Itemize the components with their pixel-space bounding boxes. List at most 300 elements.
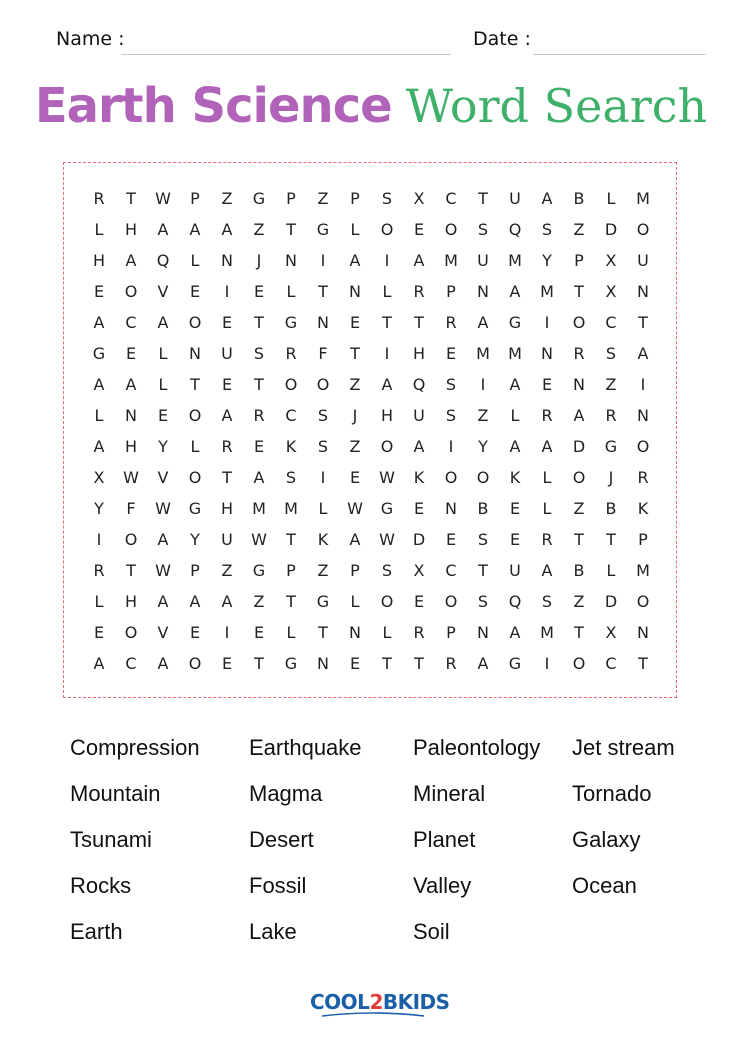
grid-letter[interactable]: E	[413, 499, 425, 518]
grid-letter[interactable]: I	[544, 313, 550, 332]
grid-letter[interactable]: E	[221, 654, 233, 673]
logo-text	[310, 990, 450, 1014]
grid-letter[interactable]: A	[541, 561, 553, 580]
grid-letter[interactable]: T	[574, 282, 584, 301]
grid-letter[interactable]: G	[604, 437, 618, 456]
grid-letter[interactable]: T	[286, 592, 296, 611]
grid-letter[interactable]: N	[477, 282, 489, 301]
grid-letter[interactable]: C	[605, 654, 617, 673]
grid-letter[interactable]: M	[444, 251, 458, 270]
grid-letter[interactable]: Y	[542, 251, 552, 270]
grid-letter[interactable]: A	[509, 282, 521, 301]
grid-letter[interactable]: C	[445, 189, 457, 208]
grid-letter[interactable]: T	[190, 375, 200, 394]
grid-letter[interactable]: G	[252, 189, 266, 208]
grid-letter[interactable]: P	[286, 561, 296, 580]
grid-letter[interactable]: R	[605, 406, 617, 425]
grid-letter[interactable]: X	[93, 468, 105, 487]
grid-letter[interactable]: E	[349, 654, 361, 673]
grid-letter[interactable]: T	[382, 654, 392, 673]
grid-letter[interactable]: E	[541, 375, 553, 394]
grid-letter[interactable]: O	[284, 375, 298, 394]
grid-letter[interactable]: I	[448, 437, 454, 456]
grid-letter[interactable]: W	[123, 468, 139, 487]
grid-letter[interactable]: X	[413, 189, 425, 208]
grid-letter[interactable]: C	[605, 313, 617, 332]
grid-letter[interactable]: W	[347, 499, 363, 518]
grid-letter[interactable]: R	[413, 282, 425, 301]
grid-letter[interactable]: I	[320, 468, 326, 487]
grid-letter[interactable]: O	[316, 375, 330, 394]
grid-letter[interactable]: L	[382, 623, 392, 642]
word-list-item: Valley	[413, 873, 472, 898]
grid-letter[interactable]: Z	[221, 189, 233, 208]
grid-letter[interactable]: R	[637, 468, 649, 487]
grid-letter[interactable]: Q	[412, 375, 426, 394]
grid-letter[interactable]: E	[445, 530, 457, 549]
grid-letter[interactable]: T	[286, 220, 296, 239]
grid-letter[interactable]: A	[157, 530, 169, 549]
grid-letter[interactable]: W	[155, 499, 171, 518]
word-list-row	[70, 919, 710, 965]
grid-letter[interactable]: R	[253, 406, 265, 425]
grid-letter[interactable]: P	[350, 189, 360, 208]
grid-letter[interactable]: U	[509, 561, 521, 580]
grid-letter[interactable]: I	[384, 251, 390, 270]
grid-letter[interactable]: T	[254, 375, 264, 394]
grid-letter[interactable]: A	[477, 654, 489, 673]
grid-letter[interactable]: N	[637, 406, 649, 425]
grid-letter[interactable]: U	[221, 530, 233, 549]
grid-row	[83, 307, 659, 338]
grid-letter[interactable]: N	[445, 499, 457, 518]
grid-letter[interactable]: O	[188, 406, 202, 425]
grid-letter[interactable]: R	[93, 189, 105, 208]
grid-letter[interactable]: U	[477, 251, 489, 270]
grid-letter[interactable]: E	[445, 344, 457, 363]
grid-letter[interactable]: M	[540, 282, 554, 301]
grid-letter[interactable]: L	[190, 251, 200, 270]
grid-letter[interactable]: J	[608, 468, 614, 487]
grid-letter[interactable]: N	[221, 251, 233, 270]
grid-letter[interactable]: G	[380, 499, 394, 518]
grid-letter[interactable]: N	[125, 406, 137, 425]
grid-letter[interactable]: E	[93, 623, 105, 642]
grid-letter[interactable]: L	[318, 499, 328, 518]
word-list-item: Mineral	[413, 781, 486, 806]
grid-letter[interactable]: O	[188, 313, 202, 332]
grid-letter[interactable]: E	[125, 344, 137, 363]
grid-letter[interactable]: T	[638, 654, 648, 673]
word-list-item: Jet stream	[572, 735, 675, 760]
grid-letter[interactable]: G	[188, 499, 202, 518]
grid-letter[interactable]: S	[541, 592, 553, 611]
grid-letter[interactable]: Z	[573, 220, 585, 239]
grid-letter[interactable]: W	[379, 468, 395, 487]
grid-letter[interactable]: O	[572, 654, 586, 673]
grid-letter[interactable]: V	[157, 282, 169, 301]
grid-letter[interactable]: B	[573, 561, 585, 580]
grid-letter[interactable]: S	[381, 189, 393, 208]
grid-letter[interactable]: A	[189, 220, 201, 239]
grid-letter[interactable]: L	[158, 344, 168, 363]
grid-letter[interactable]: T	[126, 189, 136, 208]
grid-letter[interactable]: T	[638, 313, 648, 332]
grid-letter[interactable]: P	[286, 189, 296, 208]
grid-letter[interactable]: H	[92, 251, 106, 270]
grid-letter[interactable]: T	[574, 530, 584, 549]
grid-letter[interactable]: B	[605, 499, 617, 518]
grid-letter[interactable]: O	[380, 220, 394, 239]
grid-letter[interactable]: R	[541, 530, 553, 549]
date-label: Date :	[473, 28, 531, 50]
grid-letter[interactable]: H	[412, 344, 426, 363]
grid-letter[interactable]: T	[254, 654, 264, 673]
grid-letter[interactable]: L	[158, 375, 168, 394]
grid-letter[interactable]: I	[224, 623, 230, 642]
grid-letter[interactable]: A	[93, 654, 105, 673]
grid-letter[interactable]: O	[188, 654, 202, 673]
grid-letter[interactable]: P	[638, 530, 648, 549]
grid-letter[interactable]: A	[477, 313, 489, 332]
grid-letter[interactable]: A	[221, 406, 233, 425]
grid-letter[interactable]: A	[413, 251, 425, 270]
grid-letter[interactable]: L	[286, 282, 296, 301]
grid-letter[interactable]: E	[157, 406, 169, 425]
grid-letter[interactable]: X	[605, 623, 617, 642]
grid-letter[interactable]: U	[637, 251, 649, 270]
grid-letter[interactable]: A	[509, 375, 521, 394]
grid-letter[interactable]: P	[446, 282, 456, 301]
grid-letter[interactable]: L	[510, 406, 520, 425]
grid-letter[interactable]: Z	[253, 220, 265, 239]
grid-letter[interactable]: P	[190, 561, 200, 580]
grid-letter[interactable]: Z	[477, 406, 489, 425]
grid-letter[interactable]: R	[93, 561, 105, 580]
grid-letter[interactable]: A	[93, 375, 105, 394]
grid-letter[interactable]: H	[124, 220, 138, 239]
grid-letter[interactable]: F	[318, 344, 328, 363]
grid-letter[interactable]: S	[317, 437, 329, 456]
grid-letter[interactable]: E	[413, 592, 425, 611]
grid-letter[interactable]: G	[316, 220, 330, 239]
grid-letter[interactable]: A	[637, 344, 649, 363]
grid-letter[interactable]: T	[574, 623, 584, 642]
grid-letter[interactable]: T	[318, 282, 328, 301]
grid-letter[interactable]: N	[477, 623, 489, 642]
grid-letter[interactable]: V	[157, 623, 169, 642]
grid-letter[interactable]: S	[445, 375, 457, 394]
grid-letter[interactable]: A	[349, 251, 361, 270]
grid-letter[interactable]: R	[445, 313, 457, 332]
grid-letter[interactable]: E	[253, 437, 265, 456]
grid-letter[interactable]: O	[124, 623, 138, 642]
grid-letter[interactable]: M	[636, 189, 650, 208]
grid-letter[interactable]: R	[413, 623, 425, 642]
grid-letter[interactable]: E	[93, 282, 105, 301]
grid-letter[interactable]: Y	[190, 530, 200, 549]
grid-letter[interactable]: Z	[253, 592, 265, 611]
grid-letter[interactable]: A	[189, 592, 201, 611]
grid-letter[interactable]: W	[379, 530, 395, 549]
grid-letter[interactable]: N	[317, 313, 329, 332]
logo-part-two: 2	[369, 990, 383, 1014]
grid-letter[interactable]: T	[126, 561, 136, 580]
grid-letter[interactable]: S	[477, 530, 489, 549]
grid-letter[interactable]: E	[509, 499, 521, 518]
grid-letter[interactable]: R	[221, 437, 233, 456]
grid-letter[interactable]: L	[606, 561, 616, 580]
grid-letter[interactable]: K	[413, 468, 425, 487]
grid-letter[interactable]: X	[413, 561, 425, 580]
grid-letter[interactable]: T	[606, 530, 616, 549]
grid-letter[interactable]: N	[189, 344, 201, 363]
grid-letter[interactable]: D	[572, 437, 586, 456]
grid-letter[interactable]: N	[573, 375, 585, 394]
grid-letter[interactable]: M	[252, 499, 266, 518]
grid-letter[interactable]: M	[540, 623, 554, 642]
grid-letter[interactable]: L	[382, 282, 392, 301]
grid-letter[interactable]: L	[94, 406, 104, 425]
grid-letter[interactable]: K	[285, 437, 297, 456]
grid-letter[interactable]: M	[284, 499, 298, 518]
grid-letter[interactable]: D	[604, 592, 618, 611]
grid-letter[interactable]: E	[253, 623, 265, 642]
grid-letter[interactable]: Z	[349, 437, 361, 456]
grid-letter[interactable]: Y	[478, 437, 488, 456]
grid-letter[interactable]: T	[254, 313, 264, 332]
grid-letter[interactable]: R	[285, 344, 297, 363]
grid-letter[interactable]: Z	[605, 375, 617, 394]
grid-letter[interactable]: A	[541, 189, 553, 208]
grid-letter[interactable]: N	[637, 282, 649, 301]
grid-letter[interactable]: Q	[508, 592, 522, 611]
grid-letter[interactable]: Y	[94, 499, 104, 518]
grid-letter[interactable]: L	[286, 623, 296, 642]
grid-letter[interactable]: E	[189, 623, 201, 642]
name-field[interactable]	[121, 54, 451, 55]
grid-letter[interactable]: S	[605, 344, 617, 363]
grid-letter[interactable]: E	[509, 530, 521, 549]
grid-letter[interactable]: N	[349, 282, 361, 301]
grid-letter[interactable]: A	[221, 592, 233, 611]
grid-letter[interactable]: T	[318, 623, 328, 642]
grid-letter[interactable]: A	[125, 251, 137, 270]
grid-letter[interactable]: P	[574, 251, 584, 270]
grid-letter[interactable]: A	[413, 437, 425, 456]
grid-letter[interactable]: S	[477, 592, 489, 611]
grid-letter[interactable]: M	[508, 251, 522, 270]
grid-letter[interactable]: A	[125, 375, 137, 394]
grid-letter[interactable]: Z	[317, 189, 329, 208]
grid-letter[interactable]: E	[349, 313, 361, 332]
grid-letter[interactable]: O	[572, 468, 586, 487]
grid-letter[interactable]: T	[478, 189, 488, 208]
grid-letter[interactable]: Y	[158, 437, 168, 456]
grid-letter[interactable]: G	[508, 654, 522, 673]
grid-letter[interactable]: Q	[156, 251, 170, 270]
grid-letter[interactable]: N	[349, 623, 361, 642]
grid-letter[interactable]: O	[444, 592, 458, 611]
grid-letter[interactable]: H	[220, 499, 234, 518]
grid-letter[interactable]: C	[125, 654, 137, 673]
grid-letter[interactable]: L	[190, 437, 200, 456]
grid-letter[interactable]: V	[157, 468, 169, 487]
grid-letter[interactable]: A	[157, 654, 169, 673]
grid-letter[interactable]: A	[157, 313, 169, 332]
grid-letter[interactable]: D	[412, 530, 426, 549]
grid-letter[interactable]: A	[509, 437, 521, 456]
grid-letter[interactable]: G	[284, 313, 298, 332]
grid-letter[interactable]: O	[636, 437, 650, 456]
grid-letter[interactable]: N	[317, 654, 329, 673]
grid-letter[interactable]: Z	[573, 592, 585, 611]
grid-letter[interactable]: T	[414, 654, 424, 673]
grid-letter[interactable]: L	[94, 592, 104, 611]
page-title	[0, 78, 742, 134]
grid-letter[interactable]: T	[286, 530, 296, 549]
grid-letter[interactable]: X	[605, 282, 617, 301]
grid-letter[interactable]: Z	[573, 499, 585, 518]
grid-letter[interactable]: W	[155, 189, 171, 208]
grid-letter[interactable]: I	[96, 530, 102, 549]
grid-letter[interactable]: O	[636, 592, 650, 611]
grid-letter[interactable]: L	[350, 220, 360, 239]
grid-letter[interactable]: S	[285, 468, 297, 487]
grid-letter[interactable]: L	[606, 189, 616, 208]
grid-letter[interactable]: A	[253, 468, 265, 487]
grid-letter[interactable]: S	[541, 220, 553, 239]
grid-letter[interactable]: I	[320, 251, 326, 270]
grid-letter[interactable]: Z	[349, 375, 361, 394]
grid-letter[interactable]: I	[384, 344, 390, 363]
grid-letter[interactable]: O	[572, 313, 586, 332]
grid-letter[interactable]: U	[509, 189, 521, 208]
grid-letter[interactable]: A	[573, 406, 585, 425]
grid-letter[interactable]: K	[509, 468, 521, 487]
cool2bkids-logo	[310, 990, 450, 1024]
grid-letter[interactable]: A	[509, 623, 521, 642]
grid-letter[interactable]: O	[124, 530, 138, 549]
grid-letter[interactable]: N	[637, 623, 649, 642]
grid-letter[interactable]: O	[188, 468, 202, 487]
grid-letter[interactable]: A	[157, 220, 169, 239]
grid-letter[interactable]: S	[253, 344, 265, 363]
grid-letter[interactable]: G	[508, 313, 522, 332]
grid-letter[interactable]: K	[637, 499, 649, 518]
grid-letter[interactable]: O	[636, 220, 650, 239]
grid-letter[interactable]: L	[542, 499, 552, 518]
grid-letter[interactable]: R	[445, 654, 457, 673]
grid-letter[interactable]: E	[413, 220, 425, 239]
grid-letter[interactable]: A	[221, 220, 233, 239]
date-field[interactable]	[533, 54, 706, 55]
grid-letter[interactable]: A	[541, 437, 553, 456]
grid-letter[interactable]: P	[350, 561, 360, 580]
grid-letter[interactable]: A	[349, 530, 361, 549]
grid-letter[interactable]: W	[155, 561, 171, 580]
grid-letter[interactable]: E	[189, 282, 201, 301]
grid-letter[interactable]: H	[124, 592, 138, 611]
grid-letter[interactable]: T	[350, 344, 360, 363]
grid-letter[interactable]: Z	[221, 561, 233, 580]
grid-letter[interactable]: S	[381, 561, 393, 580]
grid-letter[interactable]: C	[285, 406, 297, 425]
grid-letter[interactable]: A	[93, 437, 105, 456]
grid-letter[interactable]: I	[224, 282, 230, 301]
grid-letter[interactable]: P	[446, 623, 456, 642]
grid-letter[interactable]: O	[476, 468, 490, 487]
grid-letter[interactable]: I	[640, 375, 646, 394]
grid-letter[interactable]: N	[541, 344, 553, 363]
grid-letter[interactable]: T	[414, 313, 424, 332]
grid-letter[interactable]: G	[316, 592, 330, 611]
grid-letter[interactable]: U	[413, 406, 425, 425]
grid-letter[interactable]: T	[382, 313, 392, 332]
grid-letter[interactable]: L	[542, 468, 552, 487]
grid-letter[interactable]: B	[573, 189, 585, 208]
grid-letter[interactable]: I	[480, 375, 486, 394]
grid-letter[interactable]: X	[605, 251, 617, 270]
grid-letter[interactable]: O	[124, 282, 138, 301]
grid-letter[interactable]: Z	[317, 561, 329, 580]
grid-letter[interactable]: L	[350, 592, 360, 611]
grid-letter[interactable]: J	[256, 251, 262, 270]
grid-letter[interactable]: H	[380, 406, 394, 425]
grid-letter[interactable]: E	[221, 375, 233, 394]
grid-letter[interactable]: J	[352, 406, 358, 425]
grid-letter[interactable]: O	[444, 468, 458, 487]
grid-letter[interactable]: O	[380, 592, 394, 611]
grid-letter[interactable]: W	[251, 530, 267, 549]
grid-letter[interactable]: Q	[508, 220, 522, 239]
grid-letter[interactable]: D	[604, 220, 618, 239]
grid-letter[interactable]: I	[544, 654, 550, 673]
grid-letter[interactable]: P	[190, 189, 200, 208]
grid-letter[interactable]: E	[221, 313, 233, 332]
grid-letter[interactable]: G	[284, 654, 298, 673]
grid-letter[interactable]: M	[476, 344, 490, 363]
grid-letter[interactable]: R	[541, 406, 553, 425]
grid-letter[interactable]: L	[94, 220, 104, 239]
grid-letter[interactable]: R	[573, 344, 585, 363]
grid-letter[interactable]: C	[445, 561, 457, 580]
grid-letter[interactable]: C	[125, 313, 137, 332]
grid-letter[interactable]: H	[124, 437, 138, 456]
grid-letter[interactable]: A	[93, 313, 105, 332]
grid-letter[interactable]: E	[349, 468, 361, 487]
grid-letter[interactable]: M	[636, 561, 650, 580]
grid-letter[interactable]: A	[157, 592, 169, 611]
grid-letter[interactable]: F	[126, 499, 136, 518]
grid-letter[interactable]: S	[445, 406, 457, 425]
grid-letter[interactable]: T	[478, 561, 488, 580]
grid-letter[interactable]: M	[508, 344, 522, 363]
grid-letter[interactable]: G	[92, 344, 106, 363]
grid-letter[interactable]: N	[285, 251, 297, 270]
grid-letter[interactable]: O	[380, 437, 394, 456]
grid-letter[interactable]: S	[317, 406, 329, 425]
grid-letter[interactable]: A	[381, 375, 393, 394]
grid-letter[interactable]: E	[253, 282, 265, 301]
grid-letter[interactable]: K	[317, 530, 329, 549]
grid-letter[interactable]: G	[252, 561, 266, 580]
grid-letter[interactable]: B	[477, 499, 489, 518]
grid-letter[interactable]: S	[477, 220, 489, 239]
grid-letter[interactable]: U	[221, 344, 233, 363]
grid-letter[interactable]: O	[444, 220, 458, 239]
grid-letter[interactable]: T	[222, 468, 232, 487]
